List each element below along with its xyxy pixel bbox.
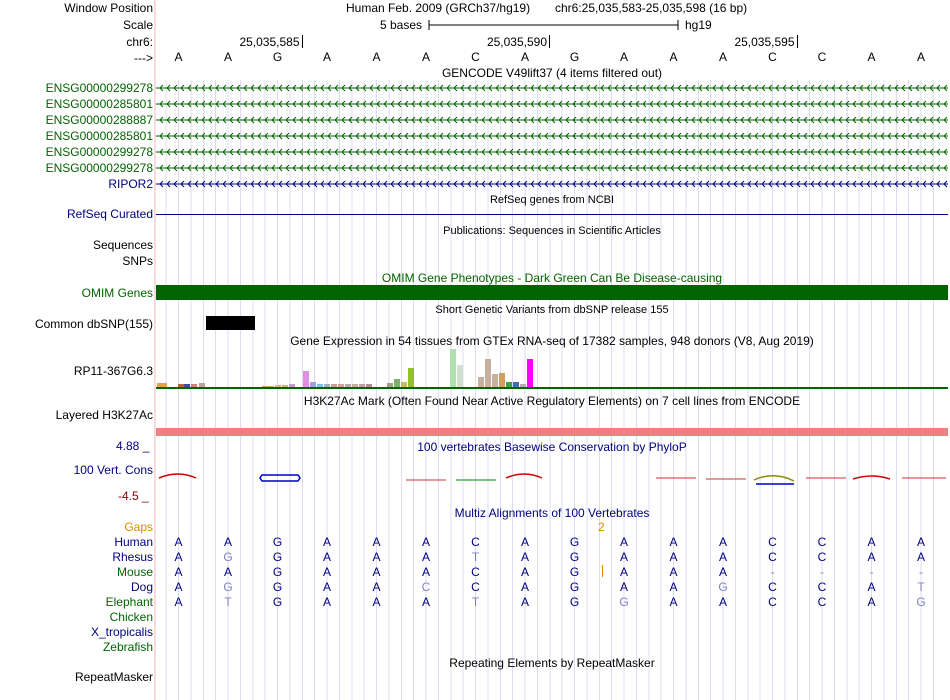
multiz-base: A <box>372 565 381 579</box>
multiz-base: C <box>817 580 827 594</box>
base-letter: G <box>272 50 283 64</box>
multiz-base: A <box>669 595 678 609</box>
multiz-base: A <box>421 550 431 564</box>
gencode-gene-label[interactable]: ENSG00000285801 <box>45 129 153 143</box>
window-position-label: Window Position <box>64 1 153 15</box>
scale-label: Scale <box>122 18 153 32</box>
multiz-base: C <box>471 535 480 549</box>
gtex-tissue-bar[interactable] <box>408 368 414 387</box>
base-letter: A <box>322 50 332 64</box>
publications-title: Publications: Sequences in Scientific Articles <box>443 225 661 237</box>
multiz-base: - <box>770 565 775 579</box>
gtex-gene-label[interactable]: RP11-367G6.3 <box>73 364 153 378</box>
multiz-species-label[interactable]: X_tropicalis <box>90 625 153 639</box>
gencode-title: GENCODE V49lift37 (4 items filtered out) <box>441 66 663 80</box>
multiz-species-label[interactable]: Dog <box>130 580 153 594</box>
multiz-base: A <box>669 565 678 579</box>
multiz-base: A <box>867 595 876 609</box>
multiz-base: G <box>569 580 580 594</box>
multiz-base: C <box>768 535 777 549</box>
gtex-title: Gene Expression in 54 tissues from GTEx RNA-seq of 17382 samples, 948 donors (V8, Aug 2019) <box>290 334 814 348</box>
multiz-base: - <box>869 565 874 579</box>
phylop-signal[interactable] <box>156 466 948 490</box>
multiz-base: A <box>520 535 530 549</box>
multiz-base: A <box>916 550 926 564</box>
multiz-base: A <box>520 565 530 579</box>
gtex-tissue-bar[interactable] <box>262 386 268 387</box>
multiz-base: C <box>471 565 480 579</box>
multiz-base: G <box>272 535 283 549</box>
omim-title: OMIM Gene Phenotypes - Dark Green Can Be Disease-causing <box>381 271 723 285</box>
gtex-tissue-bar[interactable] <box>401 382 407 387</box>
gencode-gene-label[interactable]: ENSG00000299278 <box>45 161 153 175</box>
multiz-base: A <box>322 535 332 549</box>
gtex-tissue-bar[interactable] <box>338 384 344 387</box>
ruler-tick-label: 25,035,585 <box>239 35 300 49</box>
gtex-tissue-bar[interactable] <box>513 382 519 387</box>
multiz-base: G <box>569 595 580 609</box>
multiz-base: G <box>272 565 283 579</box>
multiz-base: A <box>867 580 876 594</box>
multiz-base: A <box>718 595 728 609</box>
ruler-tick-label: 25,035,595 <box>734 35 795 49</box>
multiz-species-label[interactable]: Mouse <box>116 565 153 579</box>
h3k27ac-label[interactable]: Layered H3K27Ac <box>55 408 153 422</box>
gencode-gene-label[interactable]: ENSG00000285801 <box>45 97 153 111</box>
multiz-base: A <box>520 580 530 594</box>
gtex-tissue-bar[interactable] <box>191 384 197 387</box>
gtex-tissue-bar[interactable] <box>184 384 190 387</box>
multiz-base: C <box>471 580 480 594</box>
multiz-base: A <box>174 535 183 549</box>
gencode-gene-label[interactable]: RIPOR2 <box>108 177 153 191</box>
multiz-base: G <box>718 580 728 594</box>
multiz-base: A <box>421 595 431 609</box>
strand-arrow-label: ---> <box>134 51 153 65</box>
base-letter: A <box>372 50 381 64</box>
multiz-base: A <box>669 550 678 564</box>
gtex-tissue-bar[interactable] <box>499 373 505 387</box>
multiz-base: - <box>820 565 824 579</box>
base-letter: A <box>718 50 728 64</box>
ruler-tick-mark <box>302 35 303 48</box>
multiz-base: G <box>569 535 580 549</box>
base-letter: A <box>421 50 431 64</box>
multiz-base: A <box>669 535 678 549</box>
base-letter: A <box>916 50 926 64</box>
multiz-base: C <box>817 535 827 549</box>
phylop-title: 100 vertebrates Basewise Conservation by PhyloP <box>417 440 687 454</box>
multiz-base: C <box>817 595 827 609</box>
gtex-tissue-bar[interactable] <box>394 379 400 387</box>
multiz-base: A <box>174 565 183 579</box>
gtex-tissue-bar[interactable] <box>506 382 512 387</box>
multiz-base: G <box>619 595 629 609</box>
multiz-species-label[interactable]: Chicken <box>109 610 153 624</box>
multiz-species-label[interactable]: Zebrafish <box>102 640 153 654</box>
repeatmasker-label[interactable]: RepeatMasker <box>74 670 153 684</box>
dbsnp-title: Short Genetic Variants from dbSNP release 155 <box>435 304 669 316</box>
refseq-feature-line[interactable] <box>156 214 948 215</box>
mouse-insertion-mark <box>602 565 603 577</box>
base-letter: C <box>817 50 827 64</box>
multiz-base: A <box>372 535 381 549</box>
multiz-base: A <box>619 535 629 549</box>
multiz-base: A <box>322 595 332 609</box>
multiz-base: G <box>272 550 283 564</box>
refseq-label[interactable]: RefSeq Curated <box>66 207 153 221</box>
gencode-gene-track[interactable] <box>156 162 948 174</box>
gencode-gene-track[interactable] <box>156 178 948 190</box>
multiz-base: A <box>322 565 332 579</box>
gtex-tissue-bar[interactable] <box>520 384 526 387</box>
multiz-base: A <box>619 550 629 564</box>
gtex-tissue-bar[interactable] <box>478 377 484 387</box>
gtex-tissue-bar[interactable] <box>178 384 184 387</box>
multiz-base: A <box>520 550 530 564</box>
refseq-title: RefSeq genes from NCBI <box>489 194 615 206</box>
multiz-base: G <box>223 580 233 594</box>
gtex-tissue-bar[interactable] <box>359 384 365 387</box>
multiz-base: A <box>223 565 233 579</box>
multiz-base: A <box>867 550 876 564</box>
gtex-tissue-bar[interactable] <box>352 384 358 387</box>
h3k27ac-signal[interactable] <box>156 428 948 436</box>
gtex-tissue-bar[interactable] <box>324 384 330 387</box>
multiz-base: A <box>372 550 381 564</box>
phylop-max: 4.88 _ <box>116 439 150 453</box>
gencode-gene-track[interactable] <box>156 114 948 126</box>
multiz-base: G <box>569 565 580 579</box>
multiz-species-label[interactable]: Human <box>114 535 153 549</box>
multiz-base: T <box>224 595 232 609</box>
multiz-base: G <box>569 550 580 564</box>
gencode-gene-label[interactable]: ENSG00000299278 <box>45 145 153 159</box>
multiz-base: T <box>471 550 480 564</box>
gtex-tissue-bar[interactable] <box>345 384 351 387</box>
ruler-tick-mark <box>549 35 550 48</box>
scale-text: 5 bases <box>380 18 423 32</box>
dbsnp-label[interactable]: Common dbSNP(155) <box>34 317 153 331</box>
assembly-label: Human Feb. 2009 (GRCh37/hg19) <box>346 1 531 15</box>
multiz-base: A <box>867 535 876 549</box>
gtex-tissue-bar[interactable] <box>366 384 372 387</box>
gtex-tissue-bar[interactable] <box>331 384 337 387</box>
snps-label[interactable]: SNPs <box>122 254 153 268</box>
h3k27ac-title: H3K27Ac Mark (Often Found Near Active Regulatory Elements) on 7 cell lines from ENCODE <box>303 394 801 408</box>
base-letter: A <box>619 50 629 64</box>
multiz-base: A <box>619 565 629 579</box>
multiz-base: A <box>520 595 530 609</box>
gtex-tissue-bar[interactable] <box>268 386 274 387</box>
multiz-base: A <box>174 550 183 564</box>
multiz-base: A <box>174 595 183 609</box>
gtex-tissue-bar[interactable] <box>457 365 463 387</box>
gaps-label: Gaps <box>124 520 153 534</box>
dbsnp-variant[interactable] <box>206 316 255 330</box>
gtex-expression-bars[interactable] <box>156 346 948 390</box>
multiz-base: C <box>421 580 431 594</box>
multiz-base: T <box>917 580 925 594</box>
gtex-tissue-bar[interactable] <box>492 374 498 387</box>
gencode-gene-track[interactable] <box>156 146 948 158</box>
position-label[interactable]: chr6:25,035,583-25,035,598 (16 bp) <box>555 1 748 15</box>
multiz-base: A <box>619 580 629 594</box>
multiz-base: A <box>322 550 332 564</box>
phylop-min: -4.5 _ <box>118 489 149 503</box>
multiz-base: A <box>916 535 926 549</box>
ruler-tick-label: 25,035,590 <box>486 35 547 49</box>
gtex-tissue-bar[interactable] <box>485 359 491 387</box>
gencode-gene-track[interactable] <box>156 130 948 142</box>
gtex-tissue-bar[interactable] <box>275 385 281 387</box>
multiz-base: A <box>718 565 728 579</box>
gtex-tissue-bar[interactable] <box>289 384 295 387</box>
base-letter: A <box>223 50 233 64</box>
multiz-base: A <box>223 535 233 549</box>
multiz-base: A <box>718 535 728 549</box>
scale-bar <box>428 18 680 32</box>
gtex-tissue-bar[interactable] <box>317 384 323 387</box>
multiz-species-label[interactable]: Elephant <box>105 595 153 609</box>
ruler-tick-mark <box>797 35 798 48</box>
gencode-gene-track[interactable] <box>156 82 948 94</box>
gtex-tissue-bar[interactable] <box>303 371 309 387</box>
omim-label[interactable]: OMIM Genes <box>81 286 153 300</box>
multiz-base: A <box>372 580 381 594</box>
base-letter: G <box>569 50 580 64</box>
gencode-gene-track[interactable] <box>156 98 948 110</box>
multiz-base: T <box>471 595 480 609</box>
base-letter: A <box>174 50 183 64</box>
multiz-base: G <box>272 595 283 609</box>
gap-count: 2 <box>598 520 605 534</box>
multiz-base: G <box>272 580 283 594</box>
scale-db: hg19 <box>685 18 712 32</box>
multiz-base: C <box>768 550 777 564</box>
gtex-tissue-bar[interactable] <box>199 383 205 387</box>
gtex-tissue-bar[interactable] <box>161 383 167 387</box>
gtex-tissue-bar[interactable] <box>310 382 316 387</box>
multiz-base: - <box>919 565 923 579</box>
sequences-label[interactable]: Sequences <box>92 238 153 252</box>
gtex-tissue-bar[interactable] <box>450 349 456 387</box>
multiz-base: A <box>174 580 183 594</box>
multiz-title: Multiz Alignments of 100 Vertebrates <box>454 506 650 520</box>
multiz-base: C <box>768 580 777 594</box>
multiz-base: C <box>768 595 777 609</box>
multiz-base: A <box>421 535 431 549</box>
multiz-base: C <box>817 550 827 564</box>
multiz-species-label[interactable]: Rhesus <box>112 550 153 564</box>
multiz-base: G <box>223 550 233 564</box>
base-letter: C <box>768 50 777 64</box>
multiz-base: G <box>916 595 926 609</box>
gencode-gene-label[interactable]: ENSG00000288887 <box>45 113 153 127</box>
gencode-gene-label[interactable]: ENSG00000299278 <box>45 81 153 95</box>
phylop-label[interactable]: 100 Vert. Cons <box>73 463 153 477</box>
multiz-base: A <box>669 580 678 594</box>
gtex-tissue-bar[interactable] <box>387 383 393 387</box>
base-letter: C <box>471 50 480 64</box>
gtex-tissue-bar[interactable] <box>527 359 533 387</box>
chrom-label: chr6: <box>126 35 153 49</box>
base-letter: A <box>867 50 876 64</box>
multiz-base: A <box>421 565 431 579</box>
repeatmasker-title: Repeating Elements by RepeatMasker <box>449 656 655 670</box>
base-letter: A <box>520 50 530 64</box>
multiz-base: A <box>718 550 728 564</box>
omim-feature-bar[interactable] <box>156 285 948 300</box>
multiz-base: A <box>372 595 381 609</box>
base-letter: A <box>669 50 678 64</box>
gtex-tissue-bar[interactable] <box>282 385 288 387</box>
multiz-base: A <box>322 580 332 594</box>
